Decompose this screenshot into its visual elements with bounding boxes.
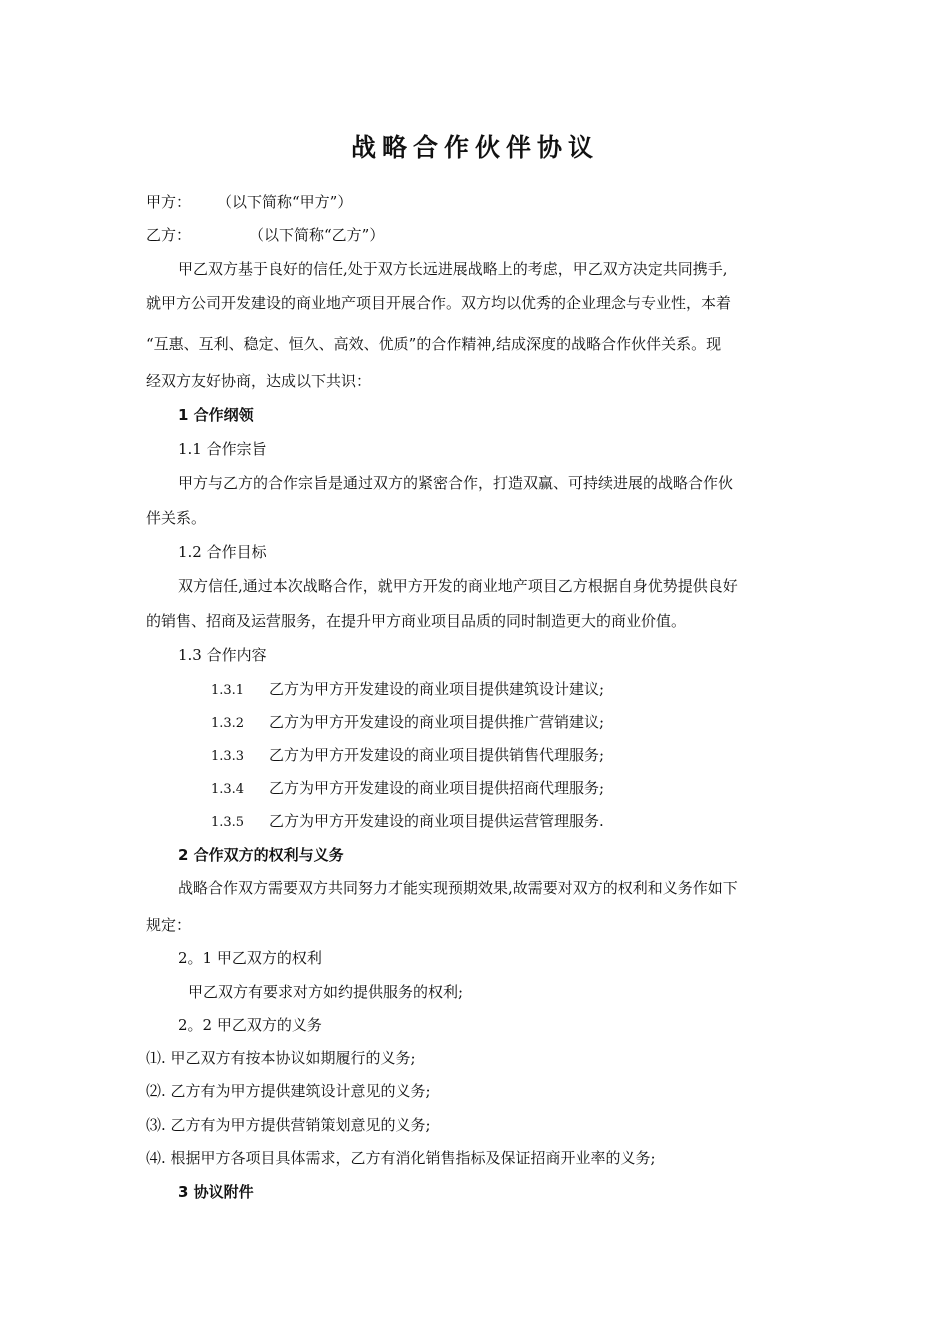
intro-line: 经双方友好协商，达成以下共识： [146,372,372,390]
intro-line: 甲乙双方基于良好的信任,处于双方长远进展战略上的考虑，甲乙双方决定共同携手, [178,260,728,278]
list-item [211,745,604,767]
list-item-text: 乙方为甲方开发建设的商业项目提供建筑设计建议; [269,680,605,698]
party-a-label: 甲方： [146,193,192,211]
party-b-label: 乙方： [146,226,192,244]
duty-item: ⑶. 乙方有为甲方提供营销策划意见的义务; [146,1116,431,1134]
duty-item: ⑵. 乙方有为甲方提供建筑设计意见的义务; [146,1082,431,1100]
intro-line: “互惠、互利、稳定、恒久、高效、优质”的合作精神,结成深度的战略合作伙伴关系。现 [146,335,722,353]
party-a-line [146,192,352,212]
duty-item: ⑴. 甲乙双方有按本协议如期履行的义务; [146,1049,416,1067]
section-heading: 1 合作纲领 [178,406,254,424]
paragraph-line: 甲乙双方有要求对方如约提供服务的权利; [188,983,464,1001]
subsection-heading: 2。2 甲乙双方的义务 [178,1016,322,1034]
paragraph-line: 甲方与乙方的合作宗旨是通过双方的紧密合作，打造双赢、可持续进展的战略合作伙 [178,474,734,492]
list-item-number: 1.3.1 [211,683,245,698]
subsection-heading: 1.2 合作目标 [178,543,267,561]
paragraph-line: 战略合作双方需要双方共同努力才能实现预期效果,故需要对双方的权利和义务作如下 [178,879,738,897]
list-item [211,811,604,833]
party-b-note: （以下简称“乙方”） [249,226,385,244]
party-a-note: （以下简称“甲方”） [217,193,353,211]
list-item-text: 乙方为甲方开发建设的商业项目提供销售代理服务; [269,746,605,764]
list-item-text: 乙方为甲方开发建设的商业项目提供运营管理服务. [269,812,604,830]
list-item-number: 1.3.5 [211,815,245,830]
list-item-number: 1.3.4 [211,782,245,797]
intro-line: 就甲方公司开发建设的商业地产项目开展合作。双方均以优秀的企业理念与专业性，本着 [146,294,732,312]
document-title: 战略合作伙伴协议 [350,133,599,162]
paragraph-line: 伴关系。 [146,509,207,527]
list-item [211,679,604,701]
list-item [211,778,604,800]
section-heading: 3 协议附件 [178,1183,254,1201]
paragraph-line: 双方信任,通过本次战略合作，就甲方开发的商业地产项目乙方根据自身优势提供良好 [178,577,738,595]
section-heading: 2 合作双方的权利与义务 [178,846,344,864]
list-item [211,712,604,734]
list-item-text: 乙方为甲方开发建设的商业项目提供招商代理服务; [269,779,605,797]
paragraph-line: 的销售、招商及运营服务，在提升甲方商业项目品质的同时制造更大的商业价值。 [146,612,687,630]
subsection-heading: 1.1 合作宗旨 [178,440,267,458]
duty-item: ⑷. 根据甲方各项目具体需求，乙方有消化销售指标及保证招商开业率的义务; [146,1149,656,1167]
list-item-number: 1.3.2 [211,716,245,731]
list-item-text: 乙方为甲方开发建设的商业项目提供推广营销建议; [269,713,605,731]
party-b-line [146,225,384,245]
subsection-heading: 2。1 甲乙双方的权利 [178,949,322,967]
paragraph-line: 规定： [146,916,192,934]
list-item-number: 1.3.3 [211,749,245,764]
subsection-heading: 1.3 合作内容 [178,646,267,664]
